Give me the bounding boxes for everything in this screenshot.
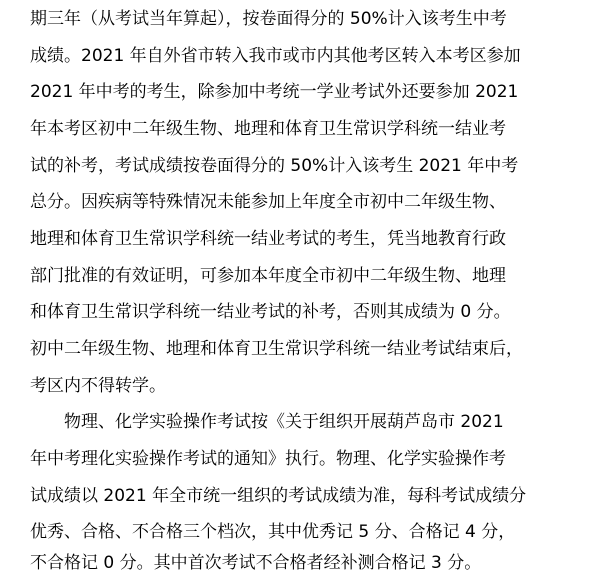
text-line-8: 部门批准的有效证明，可参加本年度全市初中二年级生物、地理 <box>30 266 506 286</box>
text-line-16: 不合格记 0 分。其中首次考试不合格者经补测合格记 3 分。 <box>30 553 482 573</box>
text-line-3: 2021 年中考的考生，除参加中考统一学业考试外还要参加 2021 <box>30 82 519 102</box>
paragraph-2-first-line: 物理、化学实验操作考试按《关于组织开展葫芦岛市 2021 <box>64 412 504 432</box>
text-line-15: 优秀、合格、不合格三个档次，其中优秀记 5 分、合格记 4 分， <box>30 522 516 542</box>
text-line-13: 年中考理化实验操作考试的通知》执行。物理、化学实验操作考 <box>30 449 506 469</box>
text-line-2: 成绩。2021 年自外省市转入我市或市内其他考区转入本考区参加 <box>30 46 521 66</box>
text-line-1: 期三年（从考试当年算起），按卷面得分的 50%计入该考生中考 <box>30 9 507 29</box>
text-line-10: 初中二年级生物、地理和体育卫生常识学科统一结业考试结束后， <box>30 339 523 359</box>
text-line-11: 考区内不得转学。 <box>30 376 166 396</box>
text-line-4: 年本考区初中二年级生物、地理和体育卫生常识学科统一结业考 <box>30 119 506 139</box>
text-line-14: 试成绩以 2021 年全市统一组织的考试成绩为准，每科考试成绩分 <box>30 486 527 506</box>
text-line-9: 和体育卫生常识学科统一结业考试的补考，否则其成绩为 0 分。 <box>30 302 511 322</box>
text-line-5: 试的补考，考试成绩按卷面得分的 50%计入该考生 2021 年中考 <box>30 156 519 176</box>
text-line-6: 总分。因疾病等特殊情况未能参加上年度全市初中二年级生物、 <box>30 192 506 212</box>
text-line-7: 地理和体育卫生常识学科统一结业考试的考生，凭当地教育行政 <box>30 229 506 249</box>
